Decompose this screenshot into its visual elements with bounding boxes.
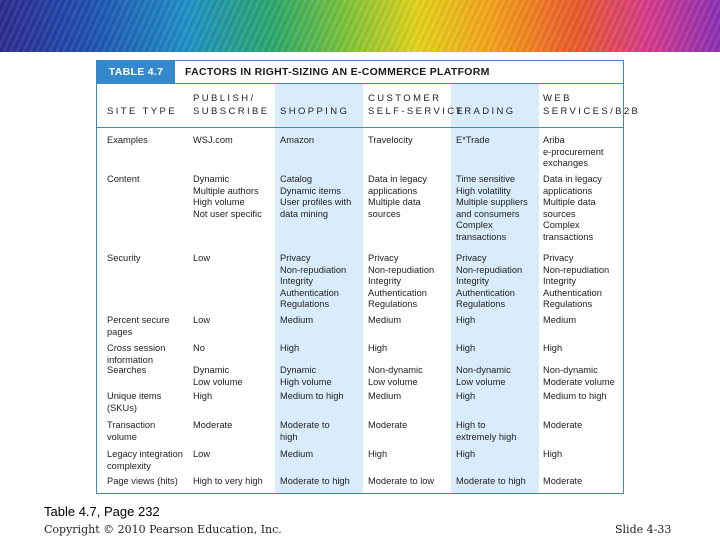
table-cell	[456, 135, 490, 147]
row-label	[107, 391, 161, 414]
cell-line: High	[280, 343, 300, 353]
cell-line: Low volume	[368, 376, 418, 387]
table-header-row	[97, 89, 641, 128]
cell-line: Amazon	[280, 135, 315, 145]
cell-line: Unique items	[107, 391, 162, 401]
table-cell	[368, 476, 434, 488]
cell-line: High	[193, 391, 213, 401]
table-cell	[280, 391, 344, 403]
cell-line: High	[456, 343, 476, 353]
table-cell	[543, 315, 576, 327]
table-cell	[543, 449, 562, 461]
cell-line: Complex	[456, 220, 493, 230]
cell-line: Authentication	[280, 287, 339, 298]
table-cell	[456, 174, 528, 243]
column-header-line: SHOPPING	[280, 106, 350, 117]
cell-line: volume	[107, 431, 137, 442]
cell-line: Regulations	[456, 299, 506, 309]
column-header-line: SUBSCRIBE	[193, 106, 270, 117]
cell-line: Integrity	[280, 276, 314, 286]
cell-line: Multiple data	[543, 197, 596, 207]
row-label	[107, 253, 141, 265]
cell-line: Authentication	[456, 287, 515, 298]
table-cell	[543, 253, 609, 311]
cell-line: Low volume	[456, 376, 506, 387]
cell-line: High	[456, 315, 476, 325]
cell-line: Security	[107, 253, 141, 263]
row-label	[107, 476, 178, 488]
cell-line: Low	[193, 315, 211, 325]
row-label	[107, 449, 183, 472]
row-label	[107, 315, 170, 338]
table-cell	[280, 135, 314, 147]
cell-line: Authentication	[543, 287, 602, 298]
cell-line: Catalog	[280, 174, 313, 184]
row-label	[107, 343, 165, 366]
cell-line: Low volume	[193, 376, 243, 387]
cell-line: Transaction	[107, 420, 156, 430]
cell-line: complexity	[107, 460, 151, 471]
table-cell	[543, 420, 582, 432]
column-header	[280, 105, 349, 118]
cell-line: No	[193, 343, 205, 353]
table-cell	[193, 253, 210, 265]
column-header	[543, 92, 640, 118]
table-cell	[193, 135, 233, 147]
cell-line: Integrity	[456, 276, 490, 286]
cell-line: Non-dynamic	[368, 365, 423, 375]
cell-line: Dynamic	[193, 174, 230, 184]
table-cell	[280, 343, 299, 355]
cell-line: Non-dynamic	[456, 365, 511, 375]
cell-line: High	[543, 343, 563, 353]
table-cell	[368, 135, 413, 147]
table-cell	[280, 449, 313, 461]
cell-line: High	[456, 449, 476, 459]
column-header-line: SERVICES/B2B	[543, 106, 641, 117]
cell-line: Medium	[280, 315, 314, 325]
cell-line: Moderate to	[280, 420, 330, 430]
rainbow-banner	[0, 0, 720, 52]
cell-line: Medium to high	[543, 391, 607, 401]
cell-line: Multiple suppliers	[456, 197, 528, 207]
column-header	[456, 105, 516, 118]
cell-line: Authentication	[368, 287, 427, 298]
cell-line: extremely high	[456, 431, 517, 442]
row-label	[107, 135, 148, 147]
cell-line: Moderate volume	[543, 376, 615, 387]
table-cell	[280, 365, 332, 388]
cell-line: Moderate to low	[368, 476, 435, 486]
table-caption: Table 4.7, Page 232	[44, 504, 160, 519]
table-cell	[456, 420, 516, 443]
cell-line: Moderate	[193, 420, 233, 430]
cell-line: Medium	[368, 391, 402, 401]
cell-line: Low	[193, 449, 211, 459]
cell-line: Moderate to high	[280, 476, 350, 486]
table-cell	[368, 420, 407, 432]
cell-line: sources	[368, 208, 401, 219]
column-header-line: PUBLISH/	[193, 93, 256, 104]
cell-line: Multiple authors	[193, 185, 259, 196]
cell-line: pages	[107, 326, 133, 337]
cell-line: Privacy	[280, 253, 311, 263]
cell-line: High	[543, 449, 563, 459]
cell-line: Privacy	[368, 253, 399, 263]
cell-line: Dynamic	[193, 365, 230, 375]
cell-line: Privacy	[543, 253, 574, 263]
cell-line: Examples	[107, 135, 148, 145]
cell-line: exchanges	[543, 158, 588, 168]
cell-line: Regulations	[280, 299, 330, 309]
table-cell	[193, 420, 232, 432]
table-title: FACTORS IN RIGHT-SIZING AN E-COMMERCE PLATFORM	[185, 66, 490, 78]
cell-line: Dynamic items	[280, 185, 341, 196]
cell-line: Percent secure	[107, 315, 170, 325]
cell-line: information	[107, 354, 153, 365]
cell-line: Dynamic	[280, 365, 317, 375]
table-title-bar	[97, 61, 623, 84]
table-cell	[193, 315, 210, 327]
cell-line: Travelocity	[368, 135, 413, 145]
cell-line: Data in legacy	[368, 174, 427, 184]
cell-line: Medium	[543, 315, 577, 325]
table-number: TABLE 4.7	[97, 61, 175, 83]
cell-line: High volatility	[456, 185, 511, 196]
cell-line: Low	[193, 253, 211, 263]
table-cell	[368, 365, 423, 388]
cell-line: Moderate	[543, 476, 583, 486]
cell-line: Medium	[368, 315, 402, 325]
table-cell	[368, 253, 434, 311]
row-label	[107, 174, 140, 186]
cell-line: transactions	[543, 231, 594, 242]
table-cell	[543, 476, 582, 488]
cell-line: Non-repudiation	[368, 264, 435, 275]
table-cell	[368, 315, 401, 327]
cell-line: Content	[107, 174, 140, 184]
cell-line: and consumers	[456, 208, 520, 219]
copyright-notice: Copyright © 2010 Pearson Education, Inc.	[44, 523, 282, 536]
table-cell	[193, 449, 210, 461]
cell-line: Non-dynamic	[543, 365, 598, 375]
cell-line: High to very high	[193, 476, 263, 486]
table-cell	[280, 315, 313, 327]
cell-line: Ariba	[543, 135, 565, 145]
cell-line: Not user specific	[193, 208, 262, 219]
cell-line: e-procurement	[543, 146, 604, 157]
cell-line: WSJ.com	[193, 135, 233, 145]
table-cell	[543, 391, 607, 403]
slide-number: Slide 4-33	[615, 523, 672, 536]
column-header	[107, 105, 177, 118]
cell-line: Moderate to high	[456, 476, 526, 486]
cell-line: Medium	[280, 449, 314, 459]
table-cell	[368, 449, 387, 461]
cell-line: High volume	[193, 197, 245, 207]
cell-line: Non-repudiation	[280, 264, 347, 275]
table-cell	[456, 365, 511, 388]
cell-line: applications	[368, 185, 418, 196]
cell-line: (SKUs)	[107, 402, 137, 413]
cell-line: User profiles with	[280, 197, 352, 207]
column-header-line: CUSTOMER	[368, 93, 442, 104]
column-header	[193, 92, 270, 118]
table-cell	[280, 476, 350, 488]
table-cell	[543, 174, 602, 243]
cell-line: Integrity	[543, 276, 577, 286]
cell-line: Multiple data	[368, 197, 421, 207]
table-cell	[193, 391, 212, 403]
table-cell	[543, 135, 603, 170]
table-cell	[193, 365, 243, 388]
cell-line: transactions	[456, 231, 507, 242]
table-cell	[193, 174, 262, 220]
cell-line: applications	[543, 185, 593, 196]
cell-line: Regulations	[368, 299, 418, 309]
cell-line: Complex	[543, 220, 580, 230]
table-cell	[368, 391, 401, 403]
table-cell	[456, 253, 522, 311]
factors-table	[96, 60, 641, 494]
cell-line: Regulations	[543, 299, 593, 309]
cell-line: Data in legacy	[543, 174, 602, 184]
cell-line: High volume	[280, 376, 332, 387]
table-cell	[456, 476, 526, 488]
cell-line: Integrity	[368, 276, 402, 286]
table-cell	[368, 343, 387, 355]
row-label	[107, 420, 155, 443]
table-cell	[280, 253, 346, 311]
cell-line: Privacy	[456, 253, 487, 263]
cell-line: High	[368, 343, 388, 353]
table-cell	[456, 391, 475, 403]
cell-line: Cross session	[107, 343, 166, 353]
cell-line: Searches	[107, 365, 147, 375]
cell-line: Non-repudiation	[456, 264, 523, 275]
cell-line: Time sensitive	[456, 174, 516, 184]
column-header-line: SELF-SERVICE	[368, 106, 466, 117]
cell-line: Medium to high	[280, 391, 344, 401]
table-cell	[280, 420, 330, 443]
column-header-line: WEB	[543, 93, 572, 104]
table-cell	[456, 315, 475, 327]
column-header	[368, 92, 465, 118]
table-cell	[193, 476, 263, 488]
cell-line: Moderate	[543, 420, 583, 430]
cell-line: data mining	[280, 208, 329, 219]
cell-line: Non-repudiation	[543, 264, 610, 275]
cell-line: Legacy integration	[107, 449, 183, 459]
cell-line: E*Trade	[456, 135, 490, 145]
cell-line: Moderate	[368, 420, 408, 430]
cell-line: Page views (hits)	[107, 476, 178, 486]
table-cell	[456, 449, 475, 461]
table-cell	[456, 343, 475, 355]
cell-line: high	[280, 431, 298, 442]
cell-line: High to	[456, 420, 486, 430]
table-cell	[193, 343, 205, 355]
table-cell	[280, 174, 351, 220]
cell-line: High	[368, 449, 388, 459]
table-cell	[543, 343, 562, 355]
table-cell	[368, 174, 427, 220]
cell-line: High	[456, 391, 476, 401]
table-cell	[543, 365, 615, 388]
column-header-line: TRADING	[456, 106, 516, 117]
row-label	[107, 365, 146, 377]
cell-line: sources	[543, 208, 576, 219]
column-header-line: SITE TYPE	[107, 106, 177, 117]
